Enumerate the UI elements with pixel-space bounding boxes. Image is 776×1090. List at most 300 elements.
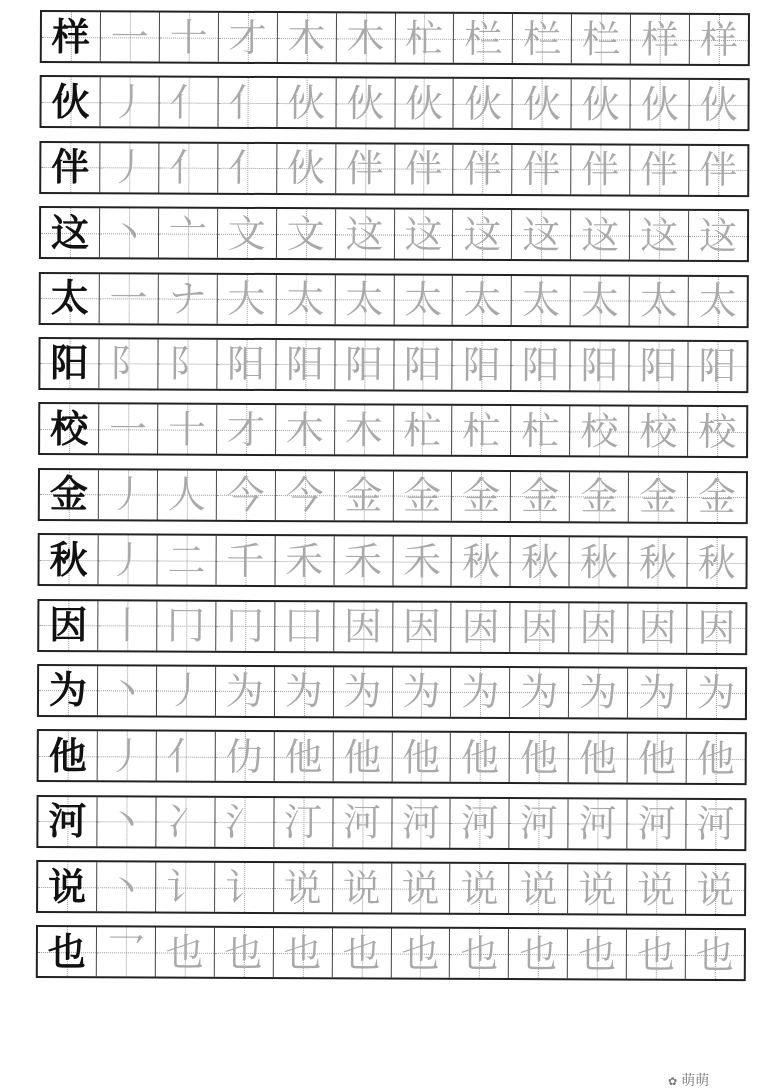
practice-row [39,206,749,262]
model-character: 伙 [51,79,90,125]
stroke-stage-cell [100,274,159,323]
model-character: 因 [49,603,88,648]
stroke-stage-cell [630,211,689,260]
stroke-stage-glyph: 丶 [107,668,147,713]
stroke-stage-glyph: 阳 [580,343,619,388]
model-character: 校 [50,406,89,452]
stroke-stage-glyph: 伴 [345,146,384,191]
stroke-stage-cell [215,797,274,846]
stroke-stage-cell [511,537,570,586]
stroke-stage-cell [452,537,511,586]
stroke-stage-cell [572,80,631,129]
stroke-stage-cell [276,275,335,324]
stroke-stage-glyph: 说 [519,866,558,911]
stroke-stage-glyph: 伙 [287,80,326,126]
stroke-stage-glyph: 木 [285,407,324,453]
model-character: 太 [50,276,89,321]
stroke-stage-cell [690,80,748,129]
stroke-stage-glyph: 伙 [522,81,562,127]
stroke-stage-glyph: 这 [345,212,384,257]
practice-row [36,795,746,851]
stroke-stage-glyph: 为 [697,671,736,716]
stroke-stage-cell [335,275,394,324]
stroke-stage-glyph: 也 [578,932,617,977]
stroke-stage-cell [215,863,274,912]
stroke-stage-cell [394,275,453,324]
stroke-stage-glyph: 因 [579,605,618,650]
stroke-stage-glyph: 伙 [346,81,385,126]
stroke-stage-cell [686,930,744,979]
stroke-stage-glyph: 因 [461,604,500,650]
stroke-stage-glyph: 说 [637,867,676,912]
model-character: 说 [48,864,87,909]
stroke-stage-glyph: ナ [168,276,207,321]
stroke-stage-cell [453,406,512,455]
stroke-stage-glyph: 为 [402,669,441,715]
model-character-cell [39,535,98,584]
stroke-stage-glyph: 木 [344,408,383,453]
stroke-stage-glyph: 样 [640,17,680,62]
stroke-stage-glyph: 金 [697,475,737,520]
stroke-stage-cell [217,274,276,323]
stroke-stage-cell [513,79,572,128]
practice-row [38,468,748,524]
model-character: 河 [48,799,87,844]
stroke-stage-cell [97,797,156,846]
stroke-stage-cell [512,276,571,325]
model-character: 为 [48,668,88,713]
stroke-stage-cell [393,471,452,520]
model-character: 阳 [50,341,89,386]
stroke-stage-glyph: 河 [342,800,382,845]
stroke-stage-glyph: 河 [460,801,499,846]
stroke-stage-cell [157,601,216,650]
stroke-stage-glyph: 讠 [165,865,205,910]
stroke-stage-glyph: 禾 [285,538,324,583]
stroke-stage-cell [570,472,629,521]
stroke-stage-cell [395,14,454,63]
stroke-stage-glyph: 阳 [227,342,266,387]
practice-row [39,75,749,131]
stroke-stage-glyph: 河 [696,802,735,847]
stroke-stage-cell [99,339,158,388]
stroke-stage-glyph: 太 [404,277,443,322]
stroke-stage-glyph: 囗 [284,604,324,649]
stroke-stage-cell [511,406,570,455]
stroke-stage-glyph: 亻 [228,80,267,125]
stroke-stage-cell [570,603,629,652]
stroke-stage-cell [159,209,218,258]
stroke-stage-glyph: 伙 [404,81,444,126]
stroke-stage-cell [273,928,332,977]
stroke-stage-cell [451,668,510,717]
stroke-stage-glyph: 阳 [698,344,737,389]
stroke-stage-cell [686,865,744,914]
stroke-stage-cell [392,864,451,913]
stroke-stage-cell [689,146,747,195]
stroke-stage-glyph: 伙 [286,146,326,191]
stroke-stage-glyph: 因 [520,605,559,650]
stroke-stage-glyph: 说 [578,866,617,912]
stroke-stage-glyph: 丿 [110,80,149,125]
stroke-stage-glyph: 伴 [522,147,561,192]
model-character-cell [40,339,99,388]
stroke-stage-cell [510,733,569,782]
practice-row [37,664,747,720]
practice-row [40,10,750,66]
stroke-stage-cell [336,144,395,193]
stroke-stage-cell [571,341,630,390]
stroke-stage-glyph: 今 [226,473,265,518]
stroke-stage-glyph: 秋 [579,539,618,585]
stroke-stage-cell [332,929,391,978]
stroke-stage-glyph: 河 [637,801,676,846]
stroke-stage-cell [393,537,452,586]
model-character-cell [41,77,100,126]
stroke-stage-glyph: 为 [343,669,382,714]
model-character: 伴 [51,145,90,190]
stroke-stage-cell [156,797,215,846]
stroke-stage-cell [391,929,450,978]
stroke-stage-cell [627,930,686,979]
stroke-stage-glyph: 杧 [403,408,442,453]
stroke-stage-cell [336,79,395,128]
stroke-stage-glyph: 伴 [640,147,679,193]
stroke-stage-cell [99,405,158,454]
model-character-cell [38,927,97,976]
model-character-cell [38,862,97,911]
stroke-stage-glyph: 说 [696,867,735,912]
stroke-stage-glyph: 丿 [166,668,205,714]
stroke-stage-cell [688,407,746,456]
stroke-stage-cell [392,733,451,782]
practice-row [38,337,748,393]
model-character-cell [40,470,99,519]
stroke-stage-cell [452,472,511,521]
stroke-stage-cell [395,79,454,128]
model-character: 这 [50,210,90,255]
stroke-stage-glyph: 为 [461,670,500,715]
stroke-stage-cell [100,208,159,257]
stroke-stage-cell [512,210,571,259]
stroke-stage-cell [275,471,334,520]
stroke-stage-glyph: 丿 [107,734,146,779]
stroke-stage-cell [157,536,216,585]
stroke-stage-cell [630,276,689,325]
stroke-stage-glyph: 样 [699,17,739,62]
stroke-stage-glyph: 丿 [108,537,147,583]
stroke-stage-glyph: 河 [578,801,617,846]
stroke-stage-glyph: 阳 [639,344,678,389]
stroke-stage-glyph: 丶 [106,864,146,910]
stroke-stage-cell [689,276,747,325]
watermark-text: 萌萌 [681,1073,710,1089]
stroke-stage-cell [215,928,274,977]
model-character-cell [42,12,101,61]
stroke-stage-cell [215,732,274,781]
stroke-stage-cell [394,210,453,259]
stroke-stage-glyph: 亠 [168,211,207,256]
stroke-stage-glyph: 讠 [224,865,264,910]
stroke-stage-glyph: 伴 [699,148,738,193]
stroke-stage-cell [336,209,395,258]
model-character: 秋 [49,537,88,582]
stroke-stage-cell [451,733,510,782]
stroke-stage-glyph: 太 [286,277,325,322]
stroke-stage-cell [216,536,275,585]
stroke-stage-glyph: 他 [284,734,323,780]
stroke-stage-glyph: 也 [165,930,204,975]
stroke-stage-cell [394,406,453,455]
stroke-stage-cell [333,863,392,912]
model-character-cell [40,404,99,453]
stroke-stage-glyph: 因 [343,604,382,649]
stroke-stage-glyph: 这 [463,212,502,257]
stroke-stage-glyph: 说 [283,865,322,910]
stroke-stage-glyph: 大 [227,276,266,322]
stroke-stage-cell [219,13,278,62]
stroke-stage-cell [629,472,688,521]
stroke-stage-glyph: 说 [401,866,440,911]
stroke-stage-cell [274,863,333,912]
stroke-stage-glyph: 河 [401,800,441,845]
stroke-stage-glyph: 校 [698,409,737,454]
stroke-stage-glyph: 太 [521,278,561,323]
stroke-stage-glyph: 丿 [108,472,147,517]
stroke-stage-glyph: 乛 [106,930,145,975]
stroke-stage-cell [334,602,393,651]
stroke-stage-cell [687,734,745,783]
stroke-stage-cell [629,407,688,456]
stroke-stage-glyph: 亻 [166,734,205,779]
stroke-stage-cell [392,667,451,716]
stroke-stage-glyph: 阳 [286,342,325,387]
stroke-stage-glyph: 秋 [520,539,560,584]
stroke-stage-cell [690,15,748,64]
stroke-stage-cell [160,13,219,62]
stroke-stage-cell [687,669,745,718]
stroke-stage-cell [157,666,216,715]
stroke-stage-cell [335,340,394,389]
stroke-stage-glyph: 伙 [581,82,620,127]
stroke-stage-cell [628,734,687,783]
model-character: 他 [48,733,87,779]
model-character: 金 [49,472,88,517]
stroke-stage-cell [158,470,217,519]
stroke-stage-glyph: 他 [637,736,677,781]
wechat-icon: ✿ [668,1075,678,1088]
stroke-stage-glyph: 太 [580,278,620,323]
stroke-stage-glyph: 伴 [404,146,443,192]
stroke-stage-cell [451,864,510,913]
stroke-stage-glyph: 太 [639,278,679,323]
stroke-stage-cell [568,930,627,979]
stroke-stage-glyph: 也 [695,932,735,978]
stroke-stage-glyph: 校 [580,409,619,454]
stroke-stage-glyph: 说 [342,865,381,911]
stroke-stage-cell [454,14,513,63]
stroke-stage-cell [394,341,453,390]
stroke-stage-cell [571,276,630,325]
stroke-stage-cell [630,342,689,391]
stroke-stage-glyph: 禾 [344,538,383,584]
stroke-stage-glyph: 一 [110,14,149,59]
stroke-stage-glyph: 杧 [405,16,444,61]
stroke-stage-glyph: 秋 [638,540,677,585]
stroke-stage-glyph: 他 [343,735,382,780]
stroke-stage-glyph: 他 [402,735,441,780]
stroke-stage-glyph: 丶 [109,210,149,256]
stroke-stage-glyph: 他 [461,735,500,780]
stroke-stage-cell [333,733,392,782]
stroke-stage-glyph: 因 [638,605,677,650]
stroke-stage-cell [688,538,746,587]
stroke-stage-cell [631,15,690,64]
stroke-stage-cell [454,79,513,128]
stroke-stage-cell [217,340,276,389]
stroke-stage-cell [277,13,336,62]
stroke-stage-glyph: 阝 [168,342,207,387]
stroke-stage-glyph: 也 [283,931,322,976]
stroke-stage-cell [158,339,217,388]
model-character-cell [39,666,98,715]
stroke-stage-cell [453,210,512,259]
stroke-stage-cell [509,864,568,913]
model-character: 也 [47,930,86,975]
model-character-cell [39,731,98,780]
stroke-stage-cell [100,143,159,192]
stroke-stage-cell [217,405,276,454]
stroke-stage-glyph: 伙 [640,82,679,127]
stroke-stage-cell [510,799,569,848]
model-character-cell [41,143,100,192]
model-character-cell [41,274,100,323]
stroke-stage-cell [158,274,217,323]
stroke-stage-cell [97,862,156,911]
stroke-stage-glyph: 因 [402,604,441,649]
stroke-stage-glyph: 太 [463,277,502,323]
stroke-stage-glyph: 丨 [108,603,147,648]
stroke-stage-glyph: 金 [580,474,619,519]
stroke-stage-glyph: 金 [344,473,383,518]
stroke-stage-glyph: 秋 [461,539,501,584]
stroke-stage-cell [275,536,334,585]
stroke-stage-glyph: 为 [284,669,323,714]
stroke-stage-glyph: 这 [640,213,679,258]
stroke-stage-glyph: 千 [226,538,265,583]
stroke-stage-glyph: 冂 [167,603,206,648]
practice-row [38,402,748,458]
stroke-stage-cell [395,144,454,193]
stroke-stage-glyph: 阳 [403,343,443,388]
stroke-stage-glyph: 也 [342,931,381,976]
stroke-stage-cell [98,601,157,650]
stroke-stage-cell [277,78,336,127]
stroke-stage-cell [689,211,747,260]
stroke-stage-glyph: 他 [696,736,735,781]
practice-row [37,533,747,589]
stroke-stage-glyph: 二 [167,538,206,583]
stroke-stage-glyph: 伙 [463,81,503,126]
stroke-stage-cell [217,471,276,520]
stroke-stage-glyph: 才 [228,15,267,60]
stroke-stage-cell [98,535,157,584]
stroke-stage-cell [513,145,572,194]
stroke-stage-cell [686,800,744,849]
stroke-stage-cell [570,407,629,456]
stroke-stage-glyph: 伴 [581,147,620,192]
stroke-stage-glyph: 木 [346,15,385,61]
stroke-stage-cell [570,537,629,586]
stroke-stage-cell [335,406,394,455]
stroke-stage-glyph: 亻 [169,145,208,191]
stroke-stage-glyph: 因 [697,605,736,651]
practice-row [39,272,749,328]
stroke-stage-cell [512,341,571,390]
stroke-stage-glyph: 为 [579,670,618,715]
stroke-stage-cell [275,667,334,716]
practice-row [37,599,747,655]
stroke-stage-cell [687,603,745,652]
stroke-stage-cell [513,14,572,63]
stroke-stage-cell [98,666,157,715]
stroke-stage-glyph: 栏 [464,16,503,61]
stroke-stage-cell [569,668,628,717]
stroke-stage-glyph: 栏 [582,16,621,62]
stroke-stage-cell [277,209,336,258]
stroke-stage-cell [277,144,336,193]
stroke-stage-glyph: 丿 [110,145,149,190]
stroke-stage-glyph: 也 [460,931,499,976]
stroke-stage-glyph: 说 [460,866,499,911]
stroke-stage-cell [511,603,570,652]
stroke-stage-cell [393,602,452,651]
stroke-stage-glyph: 阳 [521,343,560,388]
stroke-stage-cell [218,144,277,193]
stroke-stage-glyph: 也 [519,932,558,977]
model-character-cell [39,601,98,650]
stroke-stage-cell [628,603,687,652]
stroke-stage-cell [156,928,215,977]
stroke-stage-glyph: 阳 [344,342,384,387]
stroke-stage-cell [101,12,160,61]
stroke-stage-cell [100,78,159,127]
stroke-stage-glyph: 为 [225,669,264,714]
stroke-stage-cell [571,210,630,259]
model-character: 样 [51,14,90,59]
stroke-stage-glyph: 他 [578,736,618,781]
stroke-stage-cell [628,799,687,848]
stroke-stage-cell [218,78,277,127]
stroke-stage-cell [392,798,451,847]
stroke-stage-cell [216,667,275,716]
watermark [668,1070,709,1090]
stroke-stage-glyph: 太 [345,277,384,322]
stroke-stage-glyph: 汀 [284,800,323,845]
practice-row [36,925,746,981]
stroke-stage-glyph: 金 [462,474,501,519]
stroke-stage-cell [569,734,628,783]
stroke-stage-glyph: 冂 [225,603,265,648]
stroke-stage-cell [98,732,157,781]
stroke-stage-glyph: 为 [520,670,559,715]
stroke-stage-glyph: 仂 [225,734,264,779]
stroke-stage-glyph: 他 [519,735,559,781]
stroke-stage-cell [334,536,393,585]
stroke-stage-glyph: 这 [522,212,561,257]
stroke-stage-cell [156,863,215,912]
stroke-stage-cell [627,865,686,914]
